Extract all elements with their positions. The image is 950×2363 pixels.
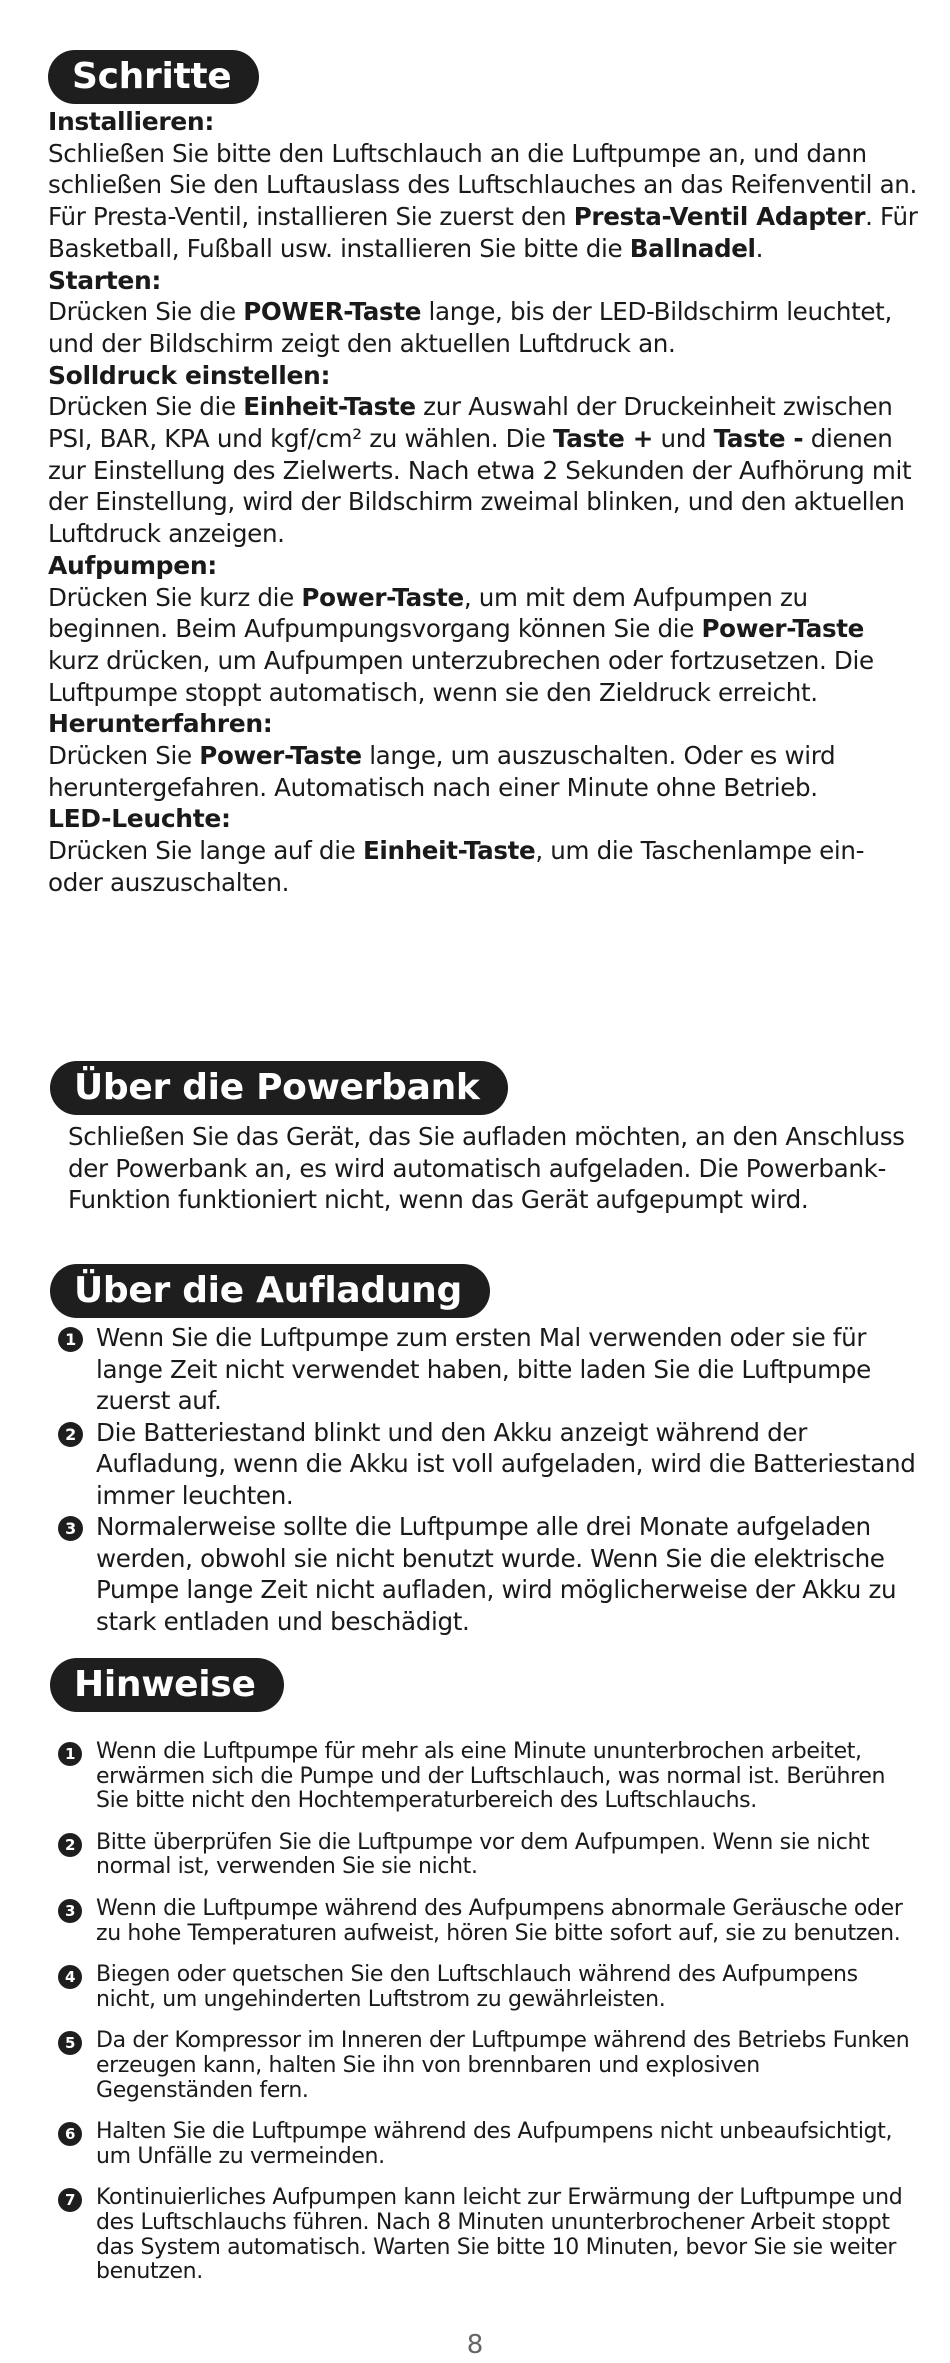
list-item: 7 Kontinuierliches Aufpumpen kann leicht zur Erwärmung der Luftpumpe und des Luftschlauchs führen. Nach 8 Minuten ununterbrochener Arbeit stoppt das System automatisch. Warten Sie bitte 10 Minuten, bevor Sie sie weiter benutzen. (58, 2186, 922, 2284)
notes-section (50, 1658, 922, 2302)
list-item: 1 Wenn Sie die Luftpumpe zum ersten Mal verwenden oder sie für lange Zeit nicht verwendet haben, bitte laden Sie die Luftpumpe zuerst auf. (58, 1322, 922, 1417)
step-title: LED-Leuchte: (48, 804, 231, 834)
steps-list (48, 106, 922, 899)
powerbank-text: Schließen Sie das Gerät, das Sie aufladen möchten, an den Anschluss der Powerbank an, es wird automatisch aufgeladen. Die Powerbank-Funktion funktioniert nicht, wenn das Gerät aufgepumpt wird. (68, 1122, 905, 1214)
powerbank-heading: Über die Powerbank (50, 1061, 508, 1115)
notes-heading: Hinweise (50, 1658, 284, 1712)
steps-heading: Schritte (48, 50, 259, 104)
step-text: Drücken Sie die Einheit-Taste zur Auswahl der Druckeinheit zwischen PSI, BAR, KPA und kgf/cm² zu wählen. Die Taste + und Taste - dienen zur Einstellung des Zielwerts. Nach etwa 2 Sekunden der Aufhörung mit der Einstellung, wird der Bildschirm zweimal blinken, und den aktuellen Luftdruck anzeigen. (48, 392, 912, 549)
step-text: Drücken Sie Power-Taste lange, um auszuschalten. Oder es wird heruntergefahren. Automatisch nach einer Minute ohne Betrieb. (48, 741, 836, 802)
step-text: Schließen Sie bitte den Luftschlauch an die Luftpumpe an, und dann schließen Sie den Luftauslass des Luftschlauches an das Reifenventil an. Für Presta-Ventil, installieren Sie zuerst den Presta-Ventil Adapter. Für Basketball, Fußball usw. installieren Sie bitte die Ballnadel. (48, 138, 918, 263)
number-badge: 1 (58, 1327, 83, 1352)
step-title: Installieren: (48, 107, 214, 136)
list-item: 3 Wenn die Luftpumpe während des Aufpumpens abnormale Geräusche oder zu hohe Temperaturen aufweist, hören Sie bitte sofort auf, sie zu benutzen. (58, 1897, 922, 1946)
step-text: Drücken Sie die POWER-Taste lange, bis der LED-Bildschirm leuchtet, und der Bildschirm zeigt den aktuellen Luftdruck an. (48, 297, 892, 358)
number-badge: 2 (58, 1833, 82, 1857)
steps-section (48, 50, 922, 899)
step-start (48, 265, 922, 360)
step-set-pressure (48, 360, 922, 550)
step-title: Starten: (48, 265, 162, 295)
charging-heading: Über die Aufladung (50, 1264, 490, 1318)
charging-section (50, 1264, 922, 1637)
step-title: Herunterfahren: (48, 709, 273, 739)
number-badge: 2 (58, 1422, 83, 1447)
charging-list (58, 1322, 922, 1637)
step-install (48, 106, 922, 265)
number-badge: 4 (58, 1965, 82, 1989)
number-badge: 5 (58, 2031, 82, 2055)
step-title: Solldruck einstellen: (48, 360, 331, 390)
notes-list (58, 1740, 922, 2285)
number-badge: 6 (58, 2122, 82, 2146)
list-item: 2 Bitte überprüfen Sie die Luftpumpe vor dem Aufpumpen. Wenn sie nicht normal ist, verwenden Sie sie nicht. (58, 1831, 922, 1880)
list-item: 1 Wenn die Luftpumpe für mehr als eine Minute ununterbrochen arbeitet, erwärmen sich die Pumpe und der Luftschlauch, was normal ist. Berühren Sie bitte nicht den Hochtemperaturbereich des Luftschlauchs. (58, 1740, 922, 1814)
step-shutdown (48, 708, 922, 803)
step-title: Aufpumpen: (48, 550, 217, 580)
step-text: Drücken Sie kurz die Power-Taste, um mit dem Aufpumpen zu beginnen. Beim Aufpumpungsvorgang können Sie die Power-Taste kurz drücken, um Aufpumpen unterzubrechen oder fortzusetzen. Die Luftpumpe stoppt automatisch, wenn sie den Zieldruck erreicht. (48, 582, 874, 707)
list-item: 4 Biegen oder quetschen Sie den Luftschlauch während des Aufpumpens nicht, um ungehinderten Luftstrom zu gewährleisten. (58, 1963, 922, 2012)
step-inflate (48, 550, 922, 709)
list-item: 5 Da der Kompressor im Inneren der Luftpumpe während des Betriebs Funken erzeugen kann, halten Sie ihn von brennbaren und explosiven Gegenständen fern. (58, 2029, 922, 2103)
list-item: 6 Halten Sie die Luftpumpe während des Aufpumpens nicht unbeaufsichtigt, um Unfälle zu vermeinden. (58, 2120, 922, 2169)
list-item: 2 Die Batteriestand blinkt und den Akku anzeigt während der Aufladung, wenn die Akku ist voll aufgeladen, wird die Batteriestand immer leuchten. (58, 1417, 922, 1512)
number-badge: 1 (58, 1742, 82, 1766)
list-item: 3 Normalerweise sollte die Luftpumpe alle drei Monate aufgeladen werden, obwohl sie nicht benutzt wurde. Wenn Sie die elektrische Pumpe lange Zeit nicht aufladen, wird möglicherweise der Akku zu stark entladen und beschädigt. (58, 1511, 922, 1637)
step-text: Drücken Sie lange auf die Einheit-Taste, um die Taschenlampe ein- oder auszuschalten. (48, 836, 865, 897)
number-badge: 3 (58, 1516, 83, 1541)
page-number: 8 (466, 2330, 484, 2360)
number-badge: 7 (58, 2188, 82, 2212)
powerbank-section (50, 1061, 922, 1216)
number-badge: 3 (58, 1899, 82, 1923)
step-led-light (48, 803, 922, 898)
